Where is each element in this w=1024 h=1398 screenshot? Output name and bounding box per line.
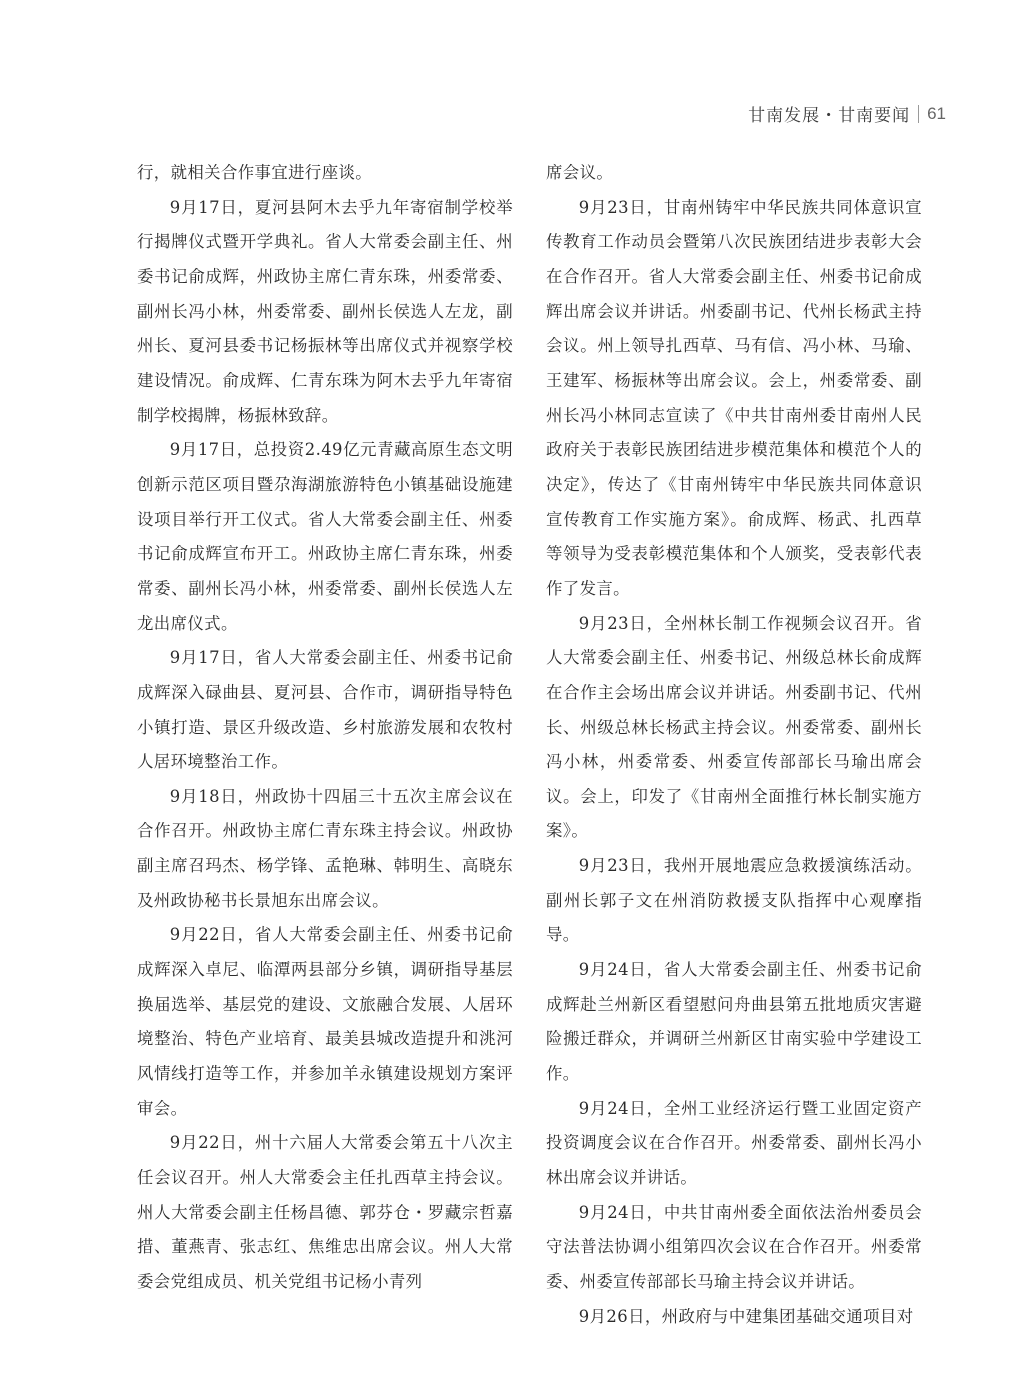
left-column	[137, 156, 513, 1300]
header-divider	[918, 105, 919, 123]
paragraph: 9月22日，州十六届人大常委会第五十八次主任会议召开。州人大常委会主任扎西草主持会议。州人大常委会副主任杨昌德、郭芬仓・罗藏宗哲嘉措、董燕青、张志红、焦维忠出席会议。州人大常委会党组成员、机关党组书记杨小青列	[137, 1133, 513, 1291]
paragraph: 9月24日，省人大常委会副主任、州委书记俞成辉赴兰州新区看望慰问舟曲县第五批地质灾害避险搬迁群众，并调研兰州新区甘南实验中学建设工作。	[546, 960, 922, 1084]
paragraph: 9月23日，甘南州铸牢中华民族共同体意识宣传教育工作动员会暨第八次民族团结进步表彰大会在合作召开。省人大常委会副主任、州委书记俞成辉出席会议并讲话。州委副书记、代州长杨武主持会议。州上领导扎西草、马有信、冯小林、马瑜、王建军、杨振林等出席会议。会上，州委常委、副州长冯小林同志宣读了《中共甘南州委甘南州人民政府关于表彰民族团结进步模范集体和模范个人的决定》，传达了《甘南州铸牢中华民族共同体意识宣传教育工作实施方案》。俞成辉、杨武、扎西草等领导为受表彰模范集体和个人颁奖，受表彰代表作了发言。	[546, 197, 922, 598]
paragraph: 9月26日，州政府与中建集团基础交通项目对	[578, 1306, 914, 1326]
paragraph: 9月24日，中共甘南州委全面依法治州委员会守法普法协调小组第四次会议在合作召开。州委常委、州委宣传部部长马瑜主持会议并讲话。	[546, 1202, 922, 1291]
paragraph: 9月22日，省人大常委会副主任、州委书记俞成辉深入卓尼、临潭两县部分乡镇，调研指导基层换届选举、基层党的建设、文旅融合发展、人居环境整治、特色产业培育、最美县城改造提升和洮河风情线打造等工作，并参加羊永镇建设规划方案评审会。	[137, 925, 513, 1118]
paragraph: 行，就相关合作事宜进行座谈。	[137, 163, 373, 182]
paragraph: 9月17日，总投资2.49亿元青藏高原生态文明创新示范区项目暨尕海湖旅游特色小镇基础设施建设项目举行开工仪式。省人大常委会副主任、州委书记俞成辉宣布开工。州政协主席仁青东珠，州委常委、副州长冯小林，州委常委、副州长侯选人左龙出席仪式。	[137, 440, 513, 633]
running-header	[748, 101, 946, 126]
paragraph: 9月23日，我州开展地震应急救援演练活动。副州长郭子文在州消防救援支队指挥中心观摩指导。	[546, 856, 922, 945]
paragraph: 9月17日，省人大常委会副主任、州委书记俞成辉深入碌曲县、夏河县、合作市，调研指导特色小镇打造、景区升级改造、乡村旅游发展和农牧村人居环境整治工作。	[137, 648, 513, 772]
paragraph: 9月18日，州政协十四届三十五次主席会议在合作召开。州政协主席仁青东珠主持会议。州政协副主席召玛杰、杨学锋、孟艳琳、韩明生、高晓东及州政协秘书长景旭东出席会议。	[137, 786, 513, 910]
section-title: 甘南发展・甘南要闻	[748, 106, 911, 125]
paragraph: 9月17日，夏河县阿木去乎九年寄宿制学校举行揭牌仪式暨开学典礼。省人大常委会副主任、州委书记俞成辉，州政协主席仁青东珠，州委常委、副州长冯小林，州委常委、副州长侯选人左龙，副州长、夏河县委书记杨振林等出席仪式并视察学校建设情况。俞成辉、仁青东珠为阿木去乎九年寄宿制学校揭牌，杨振林致辞。	[137, 197, 513, 425]
paragraph: 席会议。	[546, 163, 614, 182]
right-column	[546, 156, 922, 1334]
paragraph: 9月23日，全州林长制工作视频会议召开。省人大常委会副主任、州委书记、州级总林长俞成辉在合作主会场出席会议并讲话。州委副书记、代州长、州级总林长杨武主持会议。州委常委、副州长冯小林，州委常委、州委宣传部部长马瑜出席会议。会上，印发了《甘南州全面推行林长制实施方案》。	[546, 613, 922, 841]
paragraph: 9月24日，全州工业经济运行暨工业固定资产投资调度会议在合作召开。州委常委、副州长冯小林出席会议并讲话。	[546, 1098, 922, 1188]
page-number: 61	[927, 103, 946, 123]
